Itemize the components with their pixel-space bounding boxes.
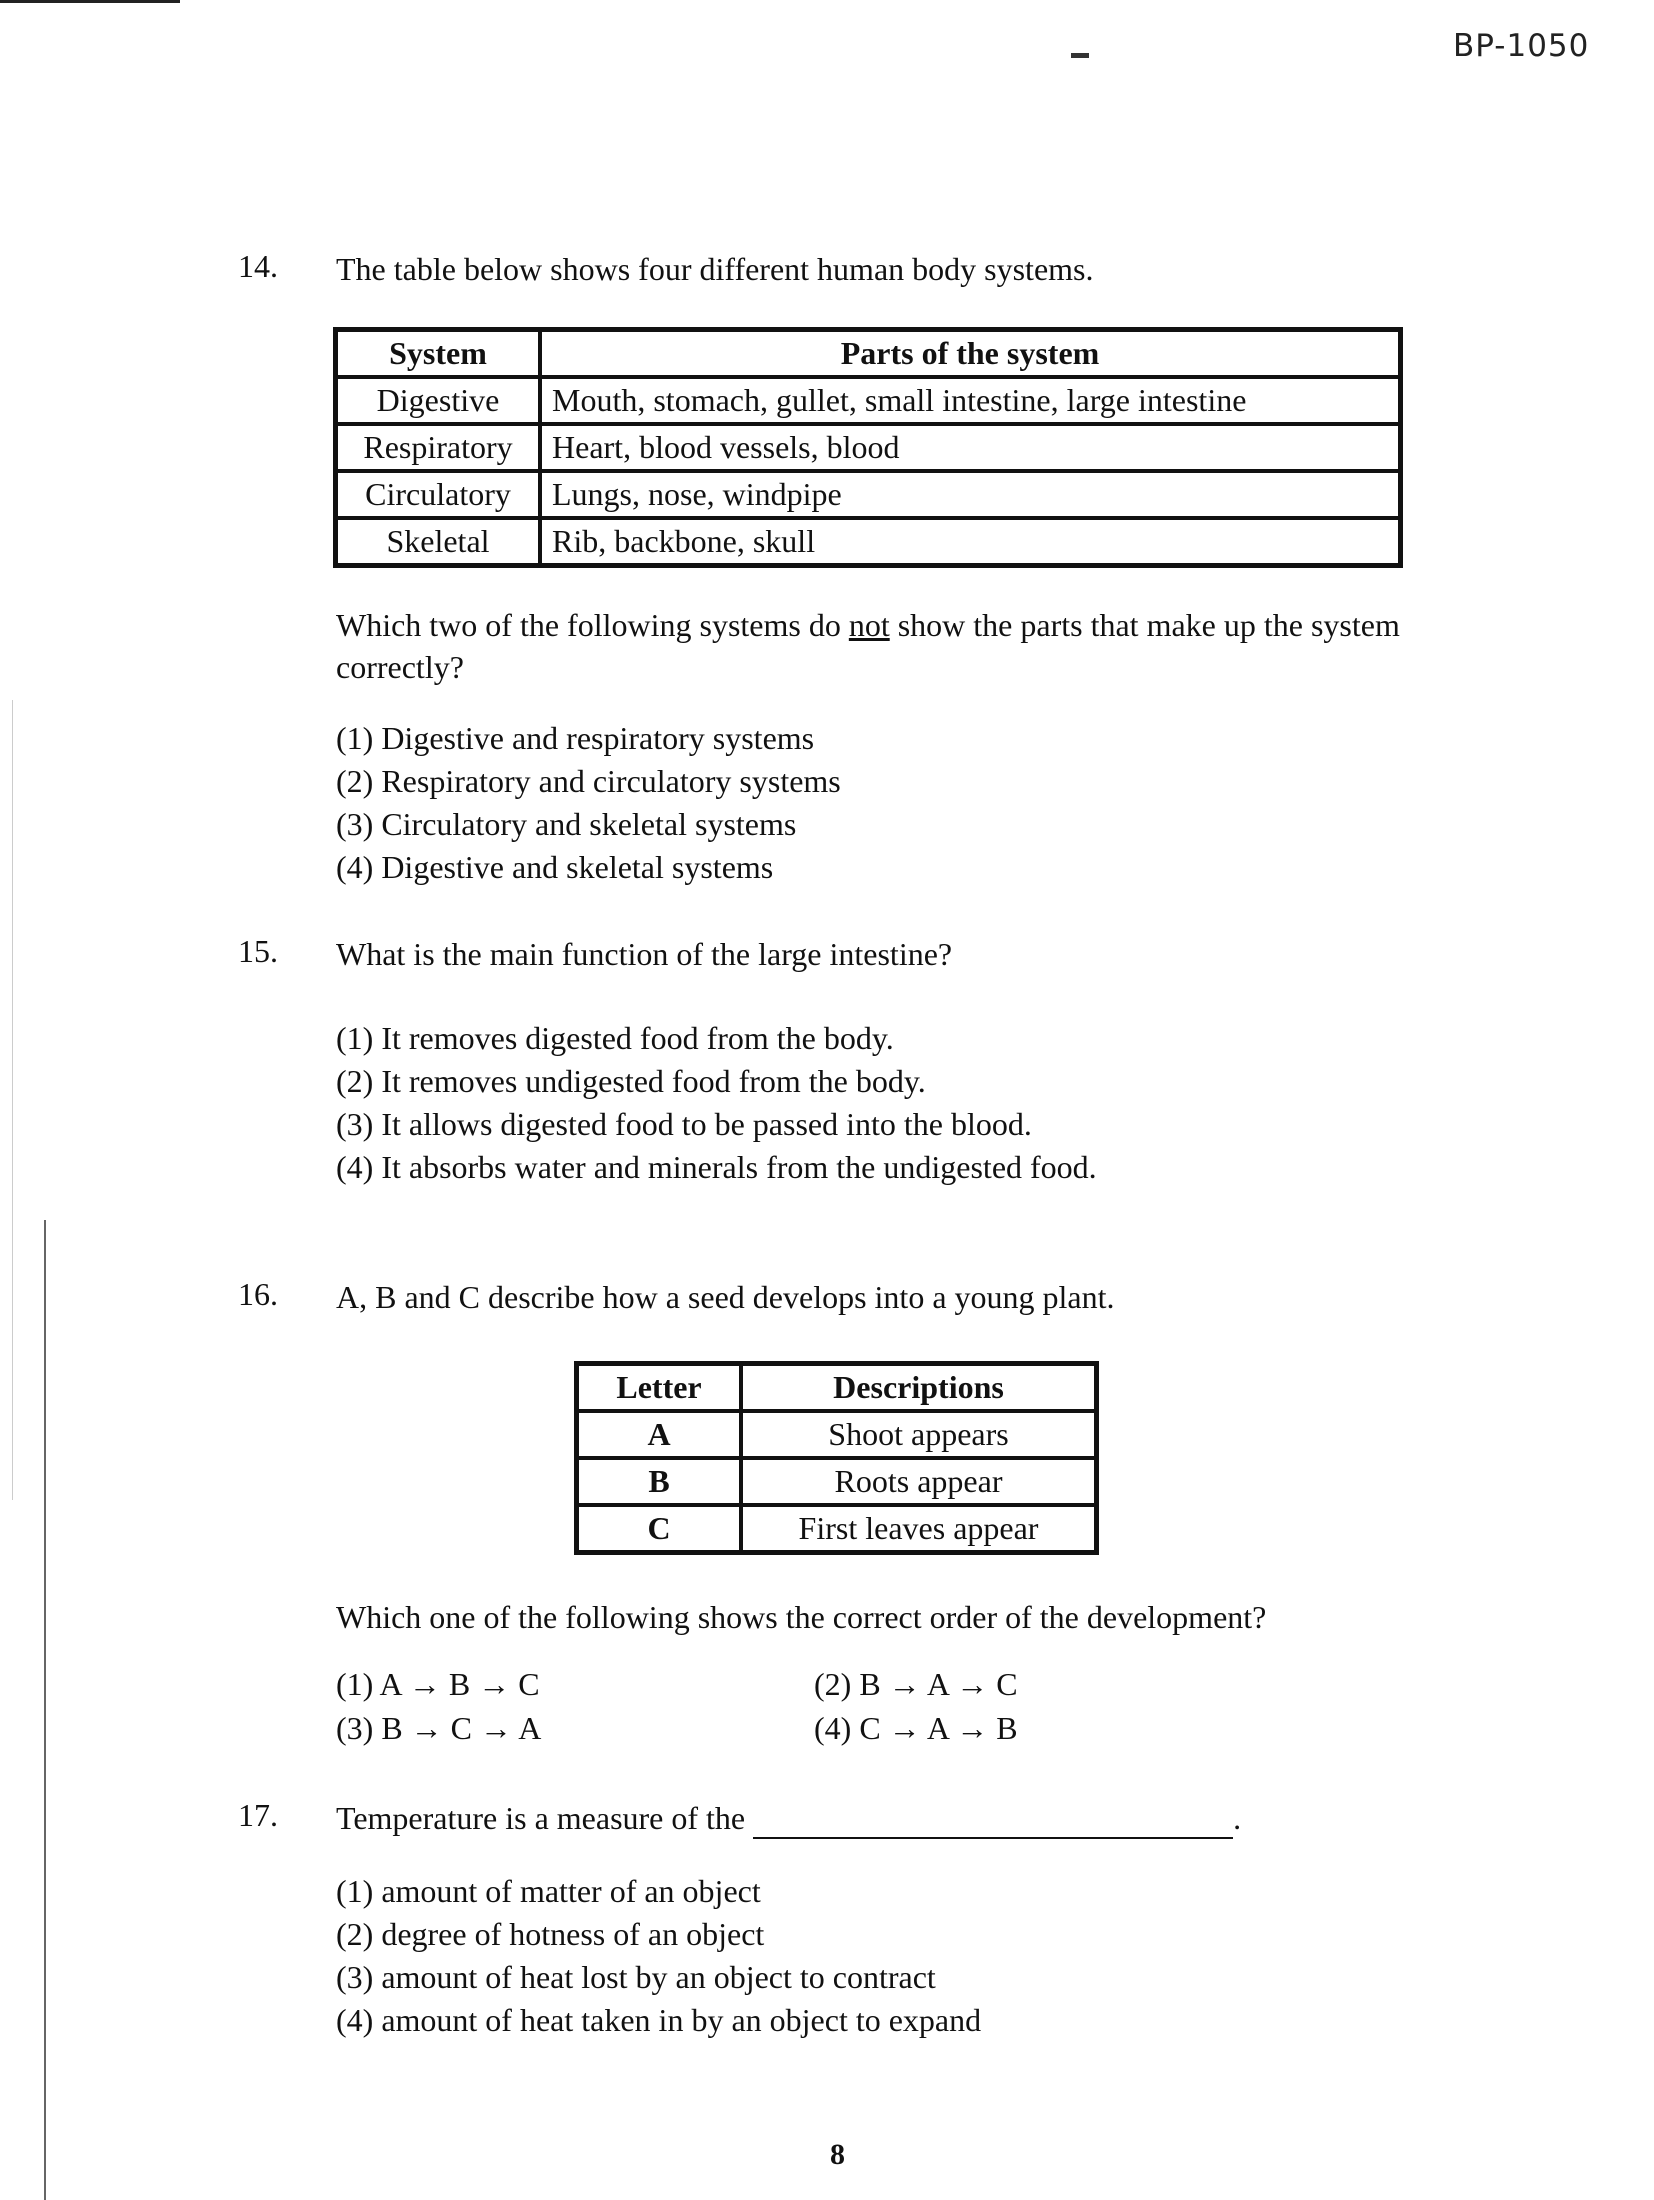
table-header-descriptions: Descriptions [741,1364,1096,1411]
body-systems-table [333,327,1403,568]
question-14-prompt-part2: show the parts that make up the system correctly? [336,607,1400,685]
header-dash-mark [1071,53,1089,58]
scan-left-edge-faint [12,700,13,1500]
option-2[interactable]: (2) degree of hotness of an object [336,1916,765,1952]
question-14-prompt-not: not [848,607,890,643]
question-16-prompt: Which one of the following shows the correct order of the development? [336,1599,1267,1635]
option-1[interactable]: (1) A → B → C [336,1666,540,1702]
question-14-prompt [336,604,1446,688]
option-1[interactable]: (1) It removes digested food from the body. [336,1020,894,1056]
question-17-stem-line [336,1797,1241,1839]
option-4[interactable]: (4) amount of heat taken in by an object to expand [336,2002,982,2038]
table-row [336,518,1400,565]
question-15-number: 15. [238,933,278,969]
table-cell-parts: Rib, backbone, skull [540,518,1400,565]
option-2[interactable]: (2) B → A → C [814,1666,1018,1702]
table-cell-description: Roots appear [741,1458,1096,1505]
question-14-options [336,717,841,889]
question-17-stem-end: . [1233,1800,1242,1836]
option-4[interactable]: (4) It absorbs water and minerals from the undigested food. [336,1149,1097,1185]
table-row [336,424,1400,471]
question-14-number: 14. [238,248,278,284]
option-3[interactable]: (3) amount of heat lost by an object to contract [336,1959,936,1995]
table-row [336,471,1400,518]
question-14-prompt-part1: Which two of the following systems do [336,607,849,643]
option-2[interactable]: (2) It removes undigested food from the body. [336,1063,926,1099]
table-cell-parts: Heart, blood vessels, blood [540,424,1400,471]
table-cell-parts: Mouth, stomach, gullet, small intestine, large intestine [540,377,1400,424]
table-cell-letter: C [577,1505,741,1552]
table-cell-system: Skeletal [336,518,540,565]
seed-development-table [574,1361,1099,1555]
option-4[interactable]: (4) C → A → B [814,1710,1018,1746]
table-cell-system: Circulatory [336,471,540,518]
top-edge-rule [0,0,180,3]
answer-blank [753,1807,1233,1839]
table-cell-description: Shoot appears [741,1411,1096,1458]
paper-code: BP-1050 [1453,28,1590,64]
option-2[interactable]: (2) Respiratory and circulatory systems [336,763,841,799]
table-cell-letter: A [577,1411,741,1458]
scan-left-edge [44,1220,46,2200]
table-cell-parts: Lungs, nose, windpipe [540,471,1400,518]
question-17-stem: Temperature is a measure of the [336,1800,746,1836]
table-header-system: System [336,330,540,377]
table-row [577,1411,1096,1458]
option-1[interactable]: (1) Digestive and respiratory systems [336,720,815,756]
question-15-stem: What is the main function of the large intestine? [336,936,953,972]
option-4[interactable]: (4) Digestive and skeletal systems [336,849,774,885]
question-17-options [336,1870,981,2042]
question-17-number: 17. [238,1797,278,1833]
option-3[interactable]: (3) It allows digested food to be passed into the blood. [336,1106,1032,1142]
page-number: 8 [830,2138,845,2171]
option-3[interactable]: (3) B → C → A [336,1710,542,1746]
option-3[interactable]: (3) Circulatory and skeletal systems [336,806,797,842]
table-cell-system: Digestive [336,377,540,424]
table-row [577,1505,1096,1552]
table-row [336,377,1400,424]
option-1[interactable]: (1) amount of matter of an object [336,1873,761,1909]
table-header-row [336,330,1400,377]
question-14-stem: The table below shows four different human body systems. [336,251,1094,287]
question-15-options [336,1017,1097,1189]
table-header-row [577,1364,1096,1411]
question-16-number: 16. [238,1276,278,1312]
table-row [577,1458,1096,1505]
table-cell-letter: B [577,1458,741,1505]
table-cell-description: First leaves appear [741,1505,1096,1552]
table-header-parts: Parts of the system [540,330,1400,377]
question-16-stem: A, B and C describe how a seed develops into a young plant. [336,1279,1115,1315]
table-cell-system: Respiratory [336,424,540,471]
table-header-letter: Letter [577,1364,741,1411]
